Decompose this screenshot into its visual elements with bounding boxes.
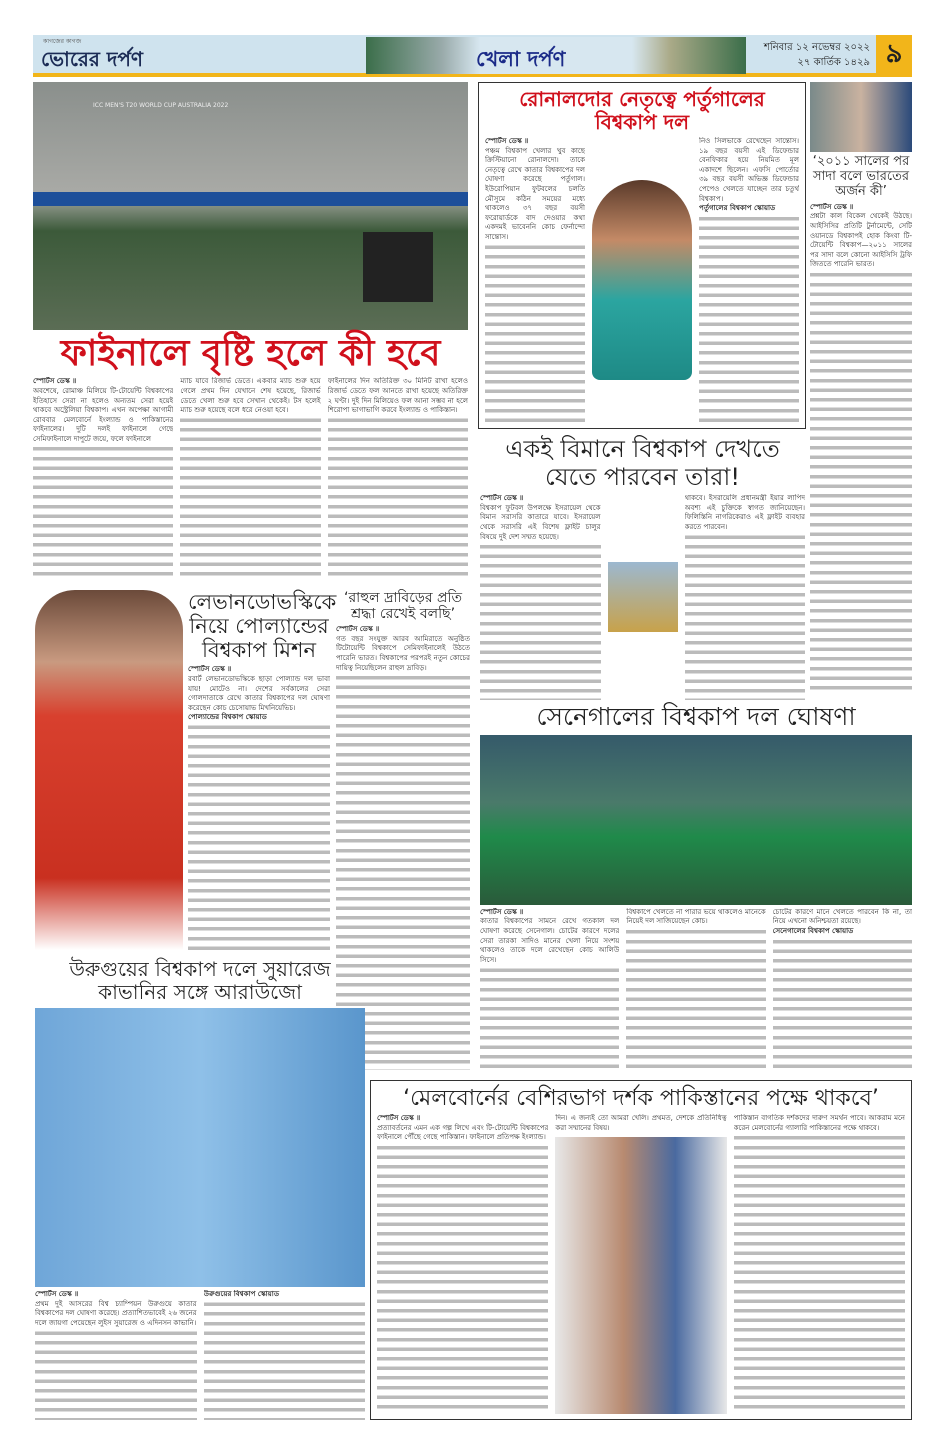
byline: স্পোর্টস ডেস্ক ॥ <box>485 137 529 145</box>
section-banner <box>366 37 746 74</box>
article-body <box>810 203 912 690</box>
lewandowski-photo <box>35 590 183 950</box>
squad-label: পোল্যান্ডের বিশ্বকাপ স্কোয়াড <box>188 713 267 722</box>
byline: স্পোর্টস ডেস্ক ॥ <box>480 494 524 503</box>
article-text: প্রথম দুই আসরের বিশ্ব চ্যাম্পিয়ন উরুগুয়ে কাতার বিশ্বকাপের দল ঘোষণা করেছে। প্রত্যাশিতভাবেই ২৬ জনের দলে জায়গা পেয়েছেন লুইস সুয়ারেজ ও এদিনসন কাভানি। <box>35 1299 197 1327</box>
article-text: পঞ্চম বিশ্বকাপ খেলার খুব কাছে ক্রিস্টিয়ানো রোনালদো। তাকে নেতৃত্বে রেখে কাতার বিশ্বকাপের দল ঘোষণা করেছে পর্তুগাল। ইউরোপিয়ান ফুটবলের চলতি মৌসুমে কঠিন সময়ের মধ্যে থাকলেও ৩৭ বছর বয়সী ফরোয়ার্ডকে বাদ দেওয়ার কথা একদমই ভাবেননি কোচ ফের্নান্দো সান্তোস। <box>485 146 585 241</box>
article-text: কাতার বিশ্বকাপের সামনে রেখে গতকাল দল ঘোষণা করেছে সেনেগাল। চোটের কারণে দলের সেরা তারকা সাদিও মানের খেলা নিয়ে সংশয় থাকলেও তাকে দলে রেখেছেন কোচ আলিউ সিসে। <box>480 917 620 964</box>
article-body <box>485 137 585 423</box>
senegal-article <box>480 703 912 1070</box>
squad-label: সেনেগালের বিশ্বকাপ স্কোয়াড <box>772 926 854 935</box>
headline-same-plane[interactable] <box>480 436 805 491</box>
article-text: চোটের কারণে মানে খেলতে পারবেন কি না, তা নিয়ে এখনো অনিশ্চয়তা রয়েছে। <box>772 907 912 926</box>
byline: স্পোর্টস ডেস্ক ॥ <box>35 1290 79 1298</box>
stadium-rain-photo <box>33 82 468 330</box>
same-plane-article <box>480 436 805 700</box>
date-bengali: ২৭ কার্তিক ১৪২৯ <box>797 57 870 68</box>
article-body <box>377 1114 548 1414</box>
byline: স্পোর্টস ডেস্ক ॥ <box>810 202 854 211</box>
article-body <box>685 494 806 700</box>
article-text: বিশ্বকাপ ফুটবল উপলক্ষে ইসরায়েল থেকে বিমান সরাসরি কাতারে যাবে। ইসরায়েল থেকে সরাসরি এই বিশেষ ফ্লাইট চালুর বিষয়ে দুই দেশ সম্মত হয়েছে। <box>480 503 601 541</box>
headline-uruguay[interactable]: উরুগুয়ের বিশ্বকাপ দলে সুয়ারেজ কাভানির সঙ্গে আরাউজো <box>69 957 331 1004</box>
byline: স্পোর্টস ডেস্ক ॥ <box>188 665 232 674</box>
article-text: পাকিস্তান বাগতিক দর্শকদের দারুণ সমর্থন পাবে। আকরাম মনে করেন মেলবোর্নের গ্যালারি পাকিস্তানের পক্ষে থাকবে। <box>733 1114 905 1132</box>
vaughan-photo <box>810 82 912 152</box>
headline-line: যেতে পারবেন তারা! <box>544 462 740 491</box>
headline-senegal[interactable]: সেনেগালের বিশ্বকাপ দল ঘোষণা <box>536 702 856 731</box>
section-title: খেলা দর্পণ <box>476 47 566 71</box>
article-text: রবার্ট লেভানডোভস্কিকে ছাড়া পোল্যান্ড দল ভাবা যায়! মোটেও না। দেশের সর্বকালের সেরা গোলদাতাকে রেখে কাতার বিশ্বকাপের দল ঘোষণা করেছেন কোচ চেসোয়াভ মিখনিয়েভিচ। <box>188 675 330 712</box>
article-text: অবশেষে, রোমাঞ্চ মিলিয়ে টি-টোয়েন্টি বিশ্বকাপের ইতিহাসে সেরা না হলেও অন্যতম সেরা হয়েই থাকবে অস্ট্রেলিয়া বিশ্বকাপ। এখন অপেক্ষা আগামী রোববার মেলবোর্নে ইংল্যান্ড ও পাকিস্তানের ফাইনালের। দুটি দলই ফাইনালে গেছে সেমিফাইনালে দাপুটে জয়ে, ফলে ফাইনালে <box>33 386 174 443</box>
headline-lewandowski[interactable]: লেভানডোভস্কিকে নিয়ে পোল্যান্ডের বিশ্বকাপ মিশন <box>188 590 337 663</box>
suarez-cavani-photo <box>35 1008 365 1287</box>
article-text: প্রত্যাবর্তনের এমন এক গল্প লিখে এবং টি-টোয়েন্টি বিশ্বকাপের ফাইনালে পৌঁছে গেছে পাকিস্তান। ফাইনালে প্রতিপক্ষ ইংল্যান্ড। <box>377 1123 549 1142</box>
article-text: ফাইনালের দিন অতিরিক্ত ৩০ মিনিট রাখা হলেও রিজার্ভ ডেতে ফল আনতে রাখা হয়েছে অতিরিক্ত ২ ঘণ্টা। দুই দিন মিলিয়েও ফল আনা সম্ভব না হলে শিরোপা ভাগাভাগি করবে ইংল্যান্ড ও পাকিস্তান। <box>327 377 468 415</box>
ronaldo-photo <box>592 180 692 380</box>
article-text: দিন। এ জন্যই তো আমরা খেলি। প্রথমত, দেশকে প্রতিনিধিত্ব করা সম্মানের বিষয়। <box>555 1114 727 1132</box>
article-body <box>480 908 619 1070</box>
vaughan-article <box>810 82 912 690</box>
logo-text: ভোরের দর্পণ <box>41 47 143 71</box>
date-gregorian: শনিবার ১২ নভেম্বর ২০২২ <box>763 42 870 53</box>
masthead <box>33 35 912 77</box>
newspaper-logo[interactable] <box>41 38 143 78</box>
headline-ronaldo[interactable]: রোনালদোর নেতৃত্বে পর্তুগালের বিশ্বকাপ দল <box>519 87 765 134</box>
article-text: থাকবে। ইসরায়েলি প্রধানমন্ত্রী ইয়ার লাপিদ অবশ্য এই চুক্তিকে স্বাগত জানিয়েছেন। ফিলিস্তিনি নাগরিকেরাও এই ফ্লাইট ব্যবহার করতে পারবেন। <box>684 494 805 531</box>
article-text: প্রশ্নটা কাল বিকেল থেকেই উঠছে। আইসিসির প্রতিটি টুর্নামেন্টে, সেটি ওয়ানডে বিশ্বকাপই হোক কিংবা টি-টোয়েন্টি বিশ্বকাপ—২০১১ সালের পর সাদা বলে কোনো আইসিসি ট্রফি জিততে পারেনি ভারত। <box>810 212 912 269</box>
article-body <box>33 377 173 577</box>
page-number: ৯ <box>876 35 912 73</box>
headline-dravid[interactable]: ‘রাহুল দ্রাবিড়ের প্রতি শ্রদ্ধা রেখেই বলছি’ <box>344 590 462 623</box>
stadium-banner-text: ICC MEN'S T20 WORLD CUP AUSTRALIA 2022 <box>93 102 229 109</box>
article-body <box>180 377 320 577</box>
article-body <box>555 1114 726 1133</box>
issue-date <box>764 40 870 70</box>
article-body <box>188 665 330 955</box>
squad-label: উরুগুয়ের বিশ্বকাপ স্কোয়াড <box>203 1290 279 1298</box>
ronaldo-article <box>478 82 806 429</box>
final-rain-article <box>33 333 468 577</box>
byline: স্পোর্টস ডেস্ক ॥ <box>480 907 524 916</box>
article-text: নিও সিলভাকে রেখেছেন সান্তোস। ১৯ বছর বয়সী এই ডিফেন্ডার বেনফিকার হয়ে নিয়মিত মূল একাদশে ছিলেন। এফসি পোর্তোর ৩৯ বছর বয়সী অভিজ্ঞ ডিফেন্ডার পেপেও খেলতে যাচ্ছেন তার চতুর্থ বিশ্বকাপ। <box>699 137 799 203</box>
squad-label: পর্তুগালের বিশ্বকাপ স্কোয়াড <box>699 204 776 213</box>
uruguay-article <box>35 958 365 1420</box>
headline-final-rain[interactable]: ফাইনালে বৃষ্টি হলে কী হবে <box>60 333 441 374</box>
melbourne-article <box>370 1080 912 1420</box>
article-text: গত বছর সংযুক্ত আরব আমিরাতে অনুষ্ঠিত টিটোয়েন্টি বিশ্বকাপে সেমিফাইনালেই উঠতে পারেনি ভারত। বিশ্বকাপের পরপরই নতুন কোচের দায়িত্ব নিয়েছিলেন রাহুল দ্রাবিড়। <box>336 634 470 672</box>
lewandowski-article <box>188 590 337 955</box>
byline: স্পোর্টস ডেস্ক ॥ <box>33 377 77 386</box>
article-body <box>480 494 601 700</box>
byline: স্পোর্টস ডেস্ক ॥ <box>336 625 380 634</box>
headline-vaughan[interactable]: ‘২০১১ সালের পর সাদা বলে ভারতের অর্জন কী’ <box>812 154 910 199</box>
wasim-akram-photo <box>555 1137 726 1414</box>
article-text: ম্যাচ যাবে রিজার্ভ ডেতে। একবার ম্যাচ শুরু হয়ে গেলে প্রথম দিন যেখানে শেষ হয়েছে, রিজার্ভ ডেতে খেলা শুরু হবে সেখান থেকেই। টস হলেই ম্যাচ শুরু হয়েছে বলে ধরে নেওয়া হবে। <box>180 377 321 415</box>
article-body <box>626 908 765 1070</box>
article-body <box>734 1114 905 1414</box>
logo-tagline: কাগজের কাগজ <box>43 38 82 45</box>
headline-melbourne[interactable]: ‘মেলবোর্নের বেশিরভাগ দর্শক পাকিস্তানের পক্ষে থাকবে’ <box>403 1086 879 1111</box>
senegal-team-photo <box>480 735 912 905</box>
byline: স্পোর্টস ডেস্ক ॥ <box>377 1114 421 1123</box>
article-body <box>35 1290 197 1420</box>
article-body <box>328 377 468 577</box>
headline-line: একই বিমানে বিশ্বকাপ দেখতে <box>505 435 780 463</box>
article-body <box>773 908 912 1070</box>
article-body <box>204 1290 366 1420</box>
article-text: বিশ্বকাপে খেলতে না পারার ভয়ে থাকলেও মানেকে নিয়েই দল সাজিয়েছেন কোচ। <box>626 907 766 926</box>
world-cup-trophy-photo <box>608 562 678 632</box>
article-body <box>699 137 799 423</box>
